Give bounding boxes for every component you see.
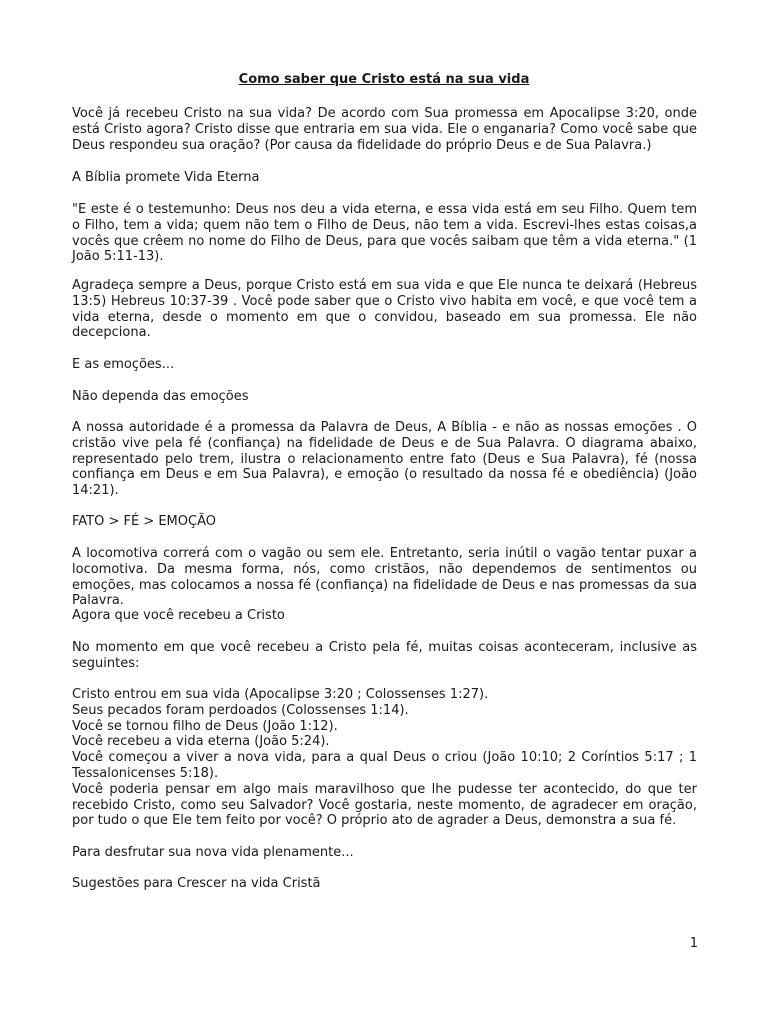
scripture-quote-paragraph: "E este é o testemunho: Deus nos deu a vida eterna, e essa vida está em seu Filho. Quem tem o Filho, tem a vida; quem não tem o Filho de Deus, não tem a vida. Escrevi-lhes estas coisas,a vocês que crêem no nome do Filho de Deus, para que vocês saibam que têm a vida eterna." (1 João 5:11-13).	[72, 202, 697, 265]
list-item: Você recebeu a vida eterna (João 5:24).	[72, 734, 330, 750]
list-item: Seus pecados foram perdoados (Colossenses 1:14).	[72, 702, 409, 718]
closing-line-sugestoes: Sugestões para Crescer na vida Cristã	[72, 876, 321, 891]
section-heading-vida-eterna: A Bíblia promete Vida Eterna	[72, 170, 260, 185]
list-item: Você começou a viver a nova vida, para a qual Deus o criou (João 10:10; 2 Coríntios 5:17 ; 1 Tessalonicenses 5:18).	[72, 750, 697, 781]
intro-paragraph: Você já recebeu Cristo na sua vida? De acordo com Sua promessa em Apocalipse 3:20, onde está Cristo agora? Cristo disse que entraria em sua vida. Ele o enganaria? Como você sabe que Deus respondeu sua oração? (Por causa da fidelidade do próprio Deus e de Sua Palavra.)	[72, 106, 697, 153]
closing-line-desfrutar: Para desfrutar sua nova vida plenamente...	[72, 845, 354, 860]
locomotive-paragraph: A locomotiva correrá com o vagão ou sem ele. Entretanto, seria inútil o vagão tentar puxar a locomotiva. Da mesma forma, nós, como cristãos, não dependemos de sentimentos ou emoções, mas colocamos a nossa fé (confiança) na fidelidade de Deus e nas promessas da sua Palavra.	[72, 546, 697, 609]
authority-paragraph: A nossa autoridade é a promessa da Palavra de Deus, A Bíblia - e não as nossas emoções . O cristão vive pela fé (confiança) na fidelidade de Deus e de Sua Palavra. O diagrama abaixo, representado pelo trem, ilustra o relacionamento entre fato (Deus e Sua Palavra), fé (nossa confiança em Deus e em Sua Palavra), e emoção (o resultado da nossa fé e obediência) (João 14:21).	[72, 420, 697, 499]
section-heading-nao-dependa: Não dependa das emoções	[72, 389, 249, 404]
page-number: 1	[689, 936, 698, 951]
fact-faith-emotion-line: FATO > FÉ > EMOÇÃO	[72, 514, 216, 529]
blessings-list	[72, 687, 697, 829]
moment-paragraph: No momento em que você recebeu a Cristo pela fé, muitas coisas aconteceram, inclusive as seguintes:	[72, 640, 697, 671]
section-heading-agora: Agora que você recebeu a Cristo	[72, 608, 285, 623]
thanksgiving-paragraph: Agradeça sempre a Deus, porque Cristo está em sua vida e que Ele nunca te deixará (Hebreus 13:5) Hebreus 10:37-39 . Você pode saber que o Cristo vivo habita em você, e que você tem a vida eterna, desde o momento em que o convidou, baseado em sua promessa. Ele não decepciona.	[72, 278, 697, 341]
list-item: Você se tornou filho de Deus (João 1:12).	[72, 718, 338, 734]
list-item: Cristo entrou em sua vida (Apocalipse 3:20 ; Colossenses 1:27).	[72, 687, 489, 702]
document-title: Como saber que Cristo está na sua vida	[238, 72, 530, 87]
list-item: Você poderia pensar em algo mais maravilhoso que lhe pudesse ter acontecido, do que ter recebido Cristo, como seu Salvador? Você gostaria, neste momento, de agradecer em oração, por tudo o que Ele tem feito por você? O próprio ato de agrader a Deus, demonstra a sua fé.	[72, 781, 697, 829]
section-heading-emocoes: E as emoções...	[72, 357, 175, 372]
